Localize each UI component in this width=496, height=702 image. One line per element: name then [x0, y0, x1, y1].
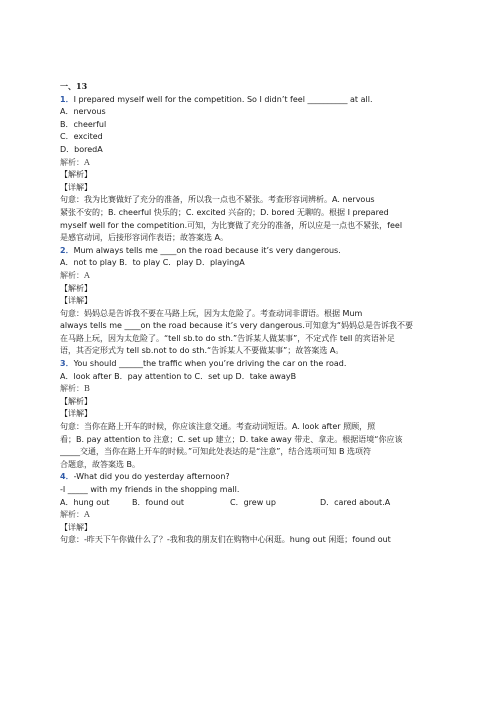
question-stem-2: -I _____ with my friends in the shopping mall. [60, 485, 240, 494]
option: B．found out [132, 497, 185, 507]
option: C．excited [60, 132, 103, 142]
explanation-line: 是感官动词，后接形容词作表语；故答案选 A。 [60, 233, 229, 243]
answer-line: 解析：A [60, 510, 90, 520]
question-2 [60, 245, 452, 358]
analysis-tag: 【解析】 [60, 396, 92, 406]
answer-line: 解析：A [60, 157, 90, 167]
explanation-line: 句意：-昨天下午你做什么了？-我和我的朋友们在购物中心闲逛。hung out 闲逛；found out [60, 535, 391, 545]
detail-tag: 【详解】 [60, 522, 92, 532]
detail-tag: 【详解】 [60, 296, 92, 306]
document-content [60, 80, 452, 547]
question-stem [60, 94, 452, 107]
question-number: 3． [60, 359, 74, 369]
question-number: 1． [60, 94, 74, 104]
options-line [60, 497, 452, 510]
explanation-line: 句意：我为比赛做好了充分的准备，所以我一点也不紧张。考查形容词辨析。A. nervous [60, 195, 375, 205]
explanation-line: _____交通，当你在路上开车的时候。”可知此处表达的是“注意”，结合选项可知 B 选项符 [60, 447, 372, 457]
question-text: -What did you do yesterday afternoon? [73, 472, 230, 482]
explanation-line: 紧张不安的；B. cheerful 快乐的；C. excited 兴奋的；D. bored 无聊的。根据 I prepared [60, 207, 389, 217]
question-stem [60, 471, 452, 484]
answer-line: 解析：A [60, 270, 90, 280]
question-text: I prepared myself well for the competition. So I didn’t feel __________ at all. [73, 94, 373, 104]
option: B．cheerful [60, 119, 107, 129]
explanation-line: 看；B. pay attention to 注意；C. set up 建立；D. take away 带走、拿走。根据语境“你应该 [60, 434, 403, 444]
question-4 [60, 471, 452, 547]
explanation-line: myself well for the competition.可知，为比赛做了充分的准备，所以应是一点也不紧张，feel [60, 220, 403, 230]
option: D．boredA [60, 144, 103, 154]
question-text: You should ______the traffic when you’re driving the car on the road. [73, 359, 347, 369]
explanation-line: 句意：当你在路上开车的时候，你应该注意交通。考查动词短语。A. look after 照顾，照 [60, 422, 376, 432]
question-3 [60, 358, 452, 471]
explanation-line: 语，其否定形式为 tell sb.not to do sth.“告诉某人不要做某事”；故答案选 A。 [60, 346, 344, 356]
option: D．cared about.A [320, 497, 391, 507]
explanation-line: 合题意，故答案选 B。 [60, 459, 141, 469]
options-line: A．not to play B．to play C．play D．playingA [60, 258, 245, 268]
option: A．hung out [60, 497, 110, 507]
question-text: Mum always tells me ____on the road because it’s very dangerous. [73, 245, 341, 255]
option: A．nervous [60, 107, 106, 117]
section-heading: 一、13 [60, 81, 88, 91]
question-number: 4． [60, 472, 74, 482]
analysis-tag: 【解析】 [60, 283, 92, 293]
question-stem [60, 245, 452, 258]
question-number: 2． [60, 245, 74, 255]
question-stem [60, 358, 452, 371]
explanation-line: always tells me ____on the road because it’s very dangerous.可知意为“妈妈总是告诉我不要 [60, 321, 414, 331]
analysis-tag: 【解析】 [60, 170, 92, 180]
options-line: A．look after B．pay attention to C．set up D．take awayB [60, 371, 297, 381]
option: C．grew up [230, 497, 276, 507]
answer-line: 解析：B [60, 384, 90, 394]
question-1 [60, 94, 452, 245]
detail-tag: 【详解】 [60, 182, 92, 192]
explanation-line: 在马路上玩，因为太危险了。“tell sb.to do sth.”告诉某人做某事”，不定式作 tell 的宾语补足 [60, 333, 395, 343]
detail-tag: 【详解】 [60, 409, 92, 419]
explanation-line: 句意：妈妈总是告诉我不要在马路上玩，因为太危险了。考查动词非谓语。根据 Mum [60, 308, 363, 318]
